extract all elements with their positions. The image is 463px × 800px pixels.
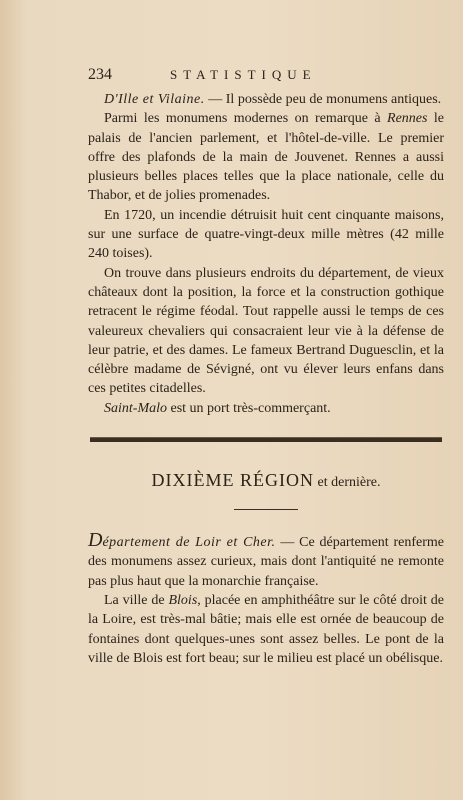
drop-cap: D	[88, 529, 103, 552]
city-blois: Blois	[168, 592, 198, 608]
page-number: 234	[88, 66, 112, 83]
saint-malo-paragraph	[88, 399, 444, 418]
region-heading	[88, 470, 444, 491]
dept-ille-vilaine-paragraph	[88, 90, 444, 109]
page-header	[88, 66, 444, 90]
dept-intro: — Il possède peu de monumens antiques.	[204, 92, 442, 107]
city-rennes: Rennes	[387, 111, 428, 127]
rennes-paragraph	[88, 109, 444, 205]
page-content	[88, 66, 444, 668]
heading-rule	[234, 509, 298, 510]
region-suffix: et dernière.	[314, 475, 381, 491]
dept-name: épartement de Loir et Cher.	[102, 535, 276, 551]
text-span: Parmi les monumens modernes on remarque à	[104, 111, 388, 127]
blois-paragraph	[88, 591, 444, 668]
section-divider	[90, 437, 442, 442]
dept-intro: — Ce département renferme des monumens assez curieux, mais dont l'antiquité ne remonte pas plus haut que la monarchie française.	[88, 535, 444, 589]
text-span: est un port très-commerçant.	[167, 400, 331, 416]
dept-name: D'Ille et Vilaine.	[104, 92, 205, 107]
text-span: , placée en amphithéâtre sur le côté droit de la Loire, est très-mal bâtie; mais elle est ornée de beaucoup de fontaines dont quelques-unes sont assez belles. Le pont de la ville de Blois est fort beau; sur le milieu est placé un obélisque.	[88, 592, 444, 666]
running-head: STATISTIQUE	[170, 67, 317, 82]
city-saint-malo: Saint-Malo	[104, 400, 167, 416]
text-span: le palais de l'ancien parlement, et l'hôtel-de-ville. Le premier offre des plafonds de la main de Jouvenet. Rennes a aussi plusieurs belles places telles que la place nationale, celle du Thabor, et de jolies promenades.	[88, 111, 444, 204]
dept-loir-cher-paragraph	[88, 531, 444, 591]
text-span: La ville de	[104, 592, 169, 608]
chateaux-paragraph: On trouve dans plusieurs endroits du département, de vieux châteaux dont la position, la force et la construction gothique retracent le régime féodal. Tout rappelle aussi le temps de ces valeureux chevaliers qui consacraient leur vie à la défense de leur patrie, et des dames. Le fameux Bertrand Duguesclin, et la célèbre madame de Sévigné, ont vu élever leurs enfans dans ces petites citadelles.	[88, 265, 444, 397]
fire-1720-paragraph: En 1720, un incendie détruisit huit cent cinquante maisons, sur une surface de quatre-vingt-deux mille mètres (42 mille 240 toises).	[88, 207, 444, 262]
region-title: DIXIÈME RÉGION	[151, 470, 314, 491]
